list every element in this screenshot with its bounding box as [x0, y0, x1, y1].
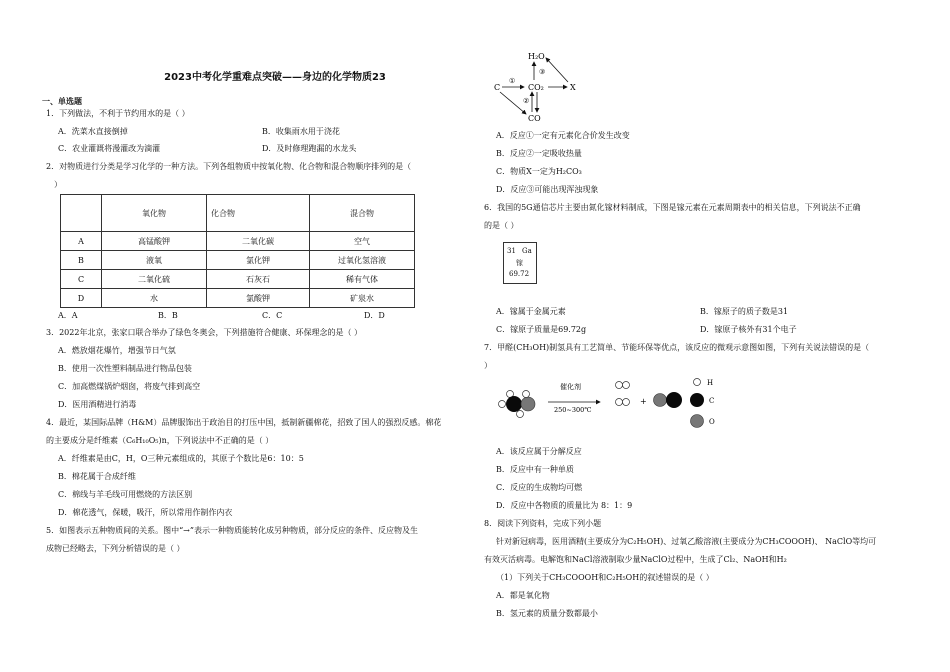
- atomic-number: 31: [507, 247, 516, 255]
- q7-option-c[interactable]: C．反应的生成物均可燃: [496, 483, 583, 492]
- q8-subquestion-1: （1）下列关于CH₃COOOH和C₂H₅OH的叙述错误的是（ ）: [496, 573, 714, 582]
- table-row: [61, 251, 415, 270]
- q8-paragraph-2: 有效灭活病毒。电解饱和NaCl溶液制取少量NaClO过程中，生成了Cl₂、NaOH和H₂: [484, 555, 787, 564]
- label-reaction-1: ①: [509, 77, 516, 85]
- table-cell: C: [61, 270, 102, 289]
- legend-o-label: O: [709, 418, 715, 426]
- q6-option-d[interactable]: D．镓原子核外有31个电子: [700, 325, 797, 334]
- table-cell: 液氧: [102, 251, 207, 270]
- q7-stem: 7．甲醛(CH₃OH)制氢具有工艺简单、节能环保等优点，该反应的微观示意图如图，下列有关说法错误的是（: [484, 343, 870, 352]
- element-card-gallium: [503, 242, 537, 284]
- q4-option-a[interactable]: A．纤维素是由C，H，O三种元素组成的，其原子个数比是6：10：5: [58, 454, 304, 463]
- table-header: 混合物: [310, 195, 415, 232]
- table-cell: B: [61, 251, 102, 270]
- q1-option-b[interactable]: B．收集雨水用于浇花: [262, 127, 340, 136]
- page-title: 2023中考化学重难点突破——身边的化学物质23: [164, 72, 386, 83]
- q7-stem-end: ）: [484, 361, 492, 370]
- legend-o-icon: [691, 415, 704, 428]
- h-atom-icon: [523, 391, 530, 398]
- table-cell: 稀有气体: [310, 270, 415, 289]
- legend-c-icon: [690, 393, 704, 407]
- element-symbol: Ga: [522, 247, 532, 255]
- table-cell: 石灰石: [207, 270, 310, 289]
- h-atom-icon: [616, 382, 623, 389]
- table-cell: 氯酸钾: [207, 289, 310, 308]
- q2-option-b[interactable]: B．B: [158, 311, 178, 320]
- h-atom-icon: [499, 401, 506, 408]
- legend-h-icon: [694, 379, 701, 386]
- plus-sign: +: [640, 397, 647, 406]
- q6-stem-2: 的是（ ）: [484, 221, 519, 230]
- temperature-label: 250~300℃: [554, 406, 592, 414]
- element-name: 镓: [516, 259, 523, 267]
- table-cell: 二氧化碳: [207, 232, 310, 251]
- h-atom-icon: [623, 382, 630, 389]
- q1-option-d[interactable]: D．及时修理跑漏的水龙头: [262, 144, 357, 153]
- h-atom-icon: [616, 399, 623, 406]
- table-cell: 空气: [310, 232, 415, 251]
- catalyst-label: 催化剂: [560, 383, 581, 391]
- q8-stem: 8．阅读下列资料，完成下列小题: [484, 519, 602, 528]
- table-header: 氧化物: [102, 195, 207, 232]
- label-reaction-2: ②: [523, 97, 530, 105]
- table-row: [61, 289, 415, 308]
- q6-stem: 6．我国的5G通信芯片主要由氮化镓材料制成，下图是镓元素在元素周期表中的相关信息，下列说法不正确: [484, 203, 861, 212]
- q3-option-b[interactable]: B．使用一次性塑料制品进行物品包装: [58, 364, 192, 373]
- node-co2: CO₂: [528, 83, 544, 92]
- micro-reaction-diagram: [490, 372, 730, 434]
- node-c: C: [494, 83, 501, 92]
- q8-option-b[interactable]: B．氢元素的质量分数都最小: [496, 609, 598, 618]
- atomic-mass: 69.72: [509, 270, 530, 278]
- table-cell: D: [61, 289, 102, 308]
- classification-table: [60, 194, 415, 308]
- table-row: [61, 232, 415, 251]
- q2-stem: 2．对物质进行分类是学习化学的一种方法。下列各组物质中按氧化物、化合物和混合物顺序排列的是（: [46, 162, 412, 171]
- o-atom-icon: [521, 397, 535, 411]
- q1-option-c[interactable]: C．农业灌溉将漫灌改为滴灌: [58, 144, 161, 153]
- arrow-x-h2o: [546, 58, 568, 82]
- q3-option-d[interactable]: D．医用酒精进行消毒: [58, 400, 137, 409]
- c-atom-icon: [506, 396, 522, 412]
- q3-stem: 3．2022年北京，张家口联合举办了绿色冬奥会，下列措施符合健康、环保理念的是（ ）: [46, 328, 362, 337]
- legend-h-label: H: [707, 379, 714, 387]
- legend-c-label: C: [709, 397, 715, 405]
- table-header-row: [61, 195, 415, 232]
- q7-option-a[interactable]: A．该反应属于分解反应: [496, 447, 582, 456]
- table-cell: 矿泉水: [310, 289, 415, 308]
- node-x: X: [570, 83, 576, 92]
- q4-option-d[interactable]: D．棉花透气，保暖，吸汗，所以常用作制作内衣: [58, 508, 233, 517]
- conversion-diagram: [490, 46, 600, 126]
- q4-option-c[interactable]: C．棉线与羊毛线可用燃烧的方法区别: [58, 490, 193, 499]
- section-heading: 一、单选题: [42, 97, 82, 106]
- q4-stem: 4．最近，某国际品牌（H&M）品牌服饰出于政治目的打压中国，抵制新疆棉花，招致了国人的强烈反感。棉花: [46, 418, 442, 427]
- table-cell: 二氧化硫: [102, 270, 207, 289]
- q8-paragraph-1: 针对新冠病毒，医用酒精(主要成分为C₂H₅OH)、过氧乙酸溶液(主要成分为CH₃COOOH)、 NaClO等均可: [496, 537, 877, 546]
- q5-option-d[interactable]: D．反应③可能出现浑浊现象: [496, 185, 599, 194]
- table-row: [61, 270, 415, 289]
- q1-stem: 1．下列做法，不利于节约用水的是（ ）: [46, 109, 190, 118]
- q2-option-d[interactable]: D．D: [364, 311, 385, 320]
- q1-option-a[interactable]: A．洗菜水直接倒掉: [58, 127, 128, 136]
- q8-option-a[interactable]: A．都是氧化物: [496, 591, 550, 600]
- q2-stem-end: ）: [54, 180, 62, 189]
- label-reaction-3: ③: [539, 68, 546, 76]
- q6-option-a[interactable]: A．镓属于金属元素: [496, 307, 566, 316]
- q2-option-c[interactable]: C．C: [262, 311, 283, 320]
- table-cell: 过氧化氢溶液: [310, 251, 415, 270]
- q7-option-b[interactable]: B．反应中有一种单质: [496, 465, 574, 474]
- q5-stem-2: 成物已经略去，下列分析错误的是（ ）: [46, 544, 185, 553]
- q7-option-d[interactable]: D．反应中各物质的质量比为 8：1：9: [496, 501, 633, 510]
- q3-option-c[interactable]: C．加高燃煤锅炉烟囱，将废气排到高空: [58, 382, 201, 391]
- c-atom-icon: [666, 392, 682, 408]
- q4-stem-2: 的主要成分是纤维素（C₆H₁₀O₅)n，下列说法中不正确的是（ ）: [46, 436, 274, 445]
- q5-stem: 5．如图表示五种物质间的关系。图中“→”表示一种物质能转化成另种物质，部分反应的条件、反应物及生: [46, 526, 418, 535]
- q5-option-b[interactable]: B．反应②一定吸收热量: [496, 149, 582, 158]
- q6-option-c[interactable]: C．镓原子质量是69.72g: [496, 325, 587, 334]
- q2-option-a[interactable]: A．A: [58, 311, 78, 320]
- o-atom-icon: [654, 394, 667, 407]
- table-cell: A: [61, 232, 102, 251]
- node-co: CO: [528, 114, 541, 123]
- table-cell: [61, 195, 102, 232]
- h-atom-icon: [623, 399, 630, 406]
- table-cell: 高锰酸钾: [102, 232, 207, 251]
- q4-option-b[interactable]: B．棉花属于合成纤维: [58, 472, 136, 481]
- table-cell: 氯化钾: [207, 251, 310, 270]
- q5-option-a[interactable]: A．反应①一定有元素化合价发生改变: [496, 131, 630, 140]
- node-h2o: H₂O: [528, 52, 545, 61]
- q5-option-c[interactable]: C．物质X一定为H₂CO₃: [496, 167, 582, 176]
- table-cell: 水: [102, 289, 207, 308]
- q3-option-a[interactable]: A．燃放烟花爆竹，增强节日气氛: [58, 346, 176, 355]
- q6-option-b[interactable]: B．镓原子的质子数是31: [700, 307, 789, 316]
- h-atom-icon: [517, 411, 524, 418]
- table-header: 化合物: [207, 195, 310, 232]
